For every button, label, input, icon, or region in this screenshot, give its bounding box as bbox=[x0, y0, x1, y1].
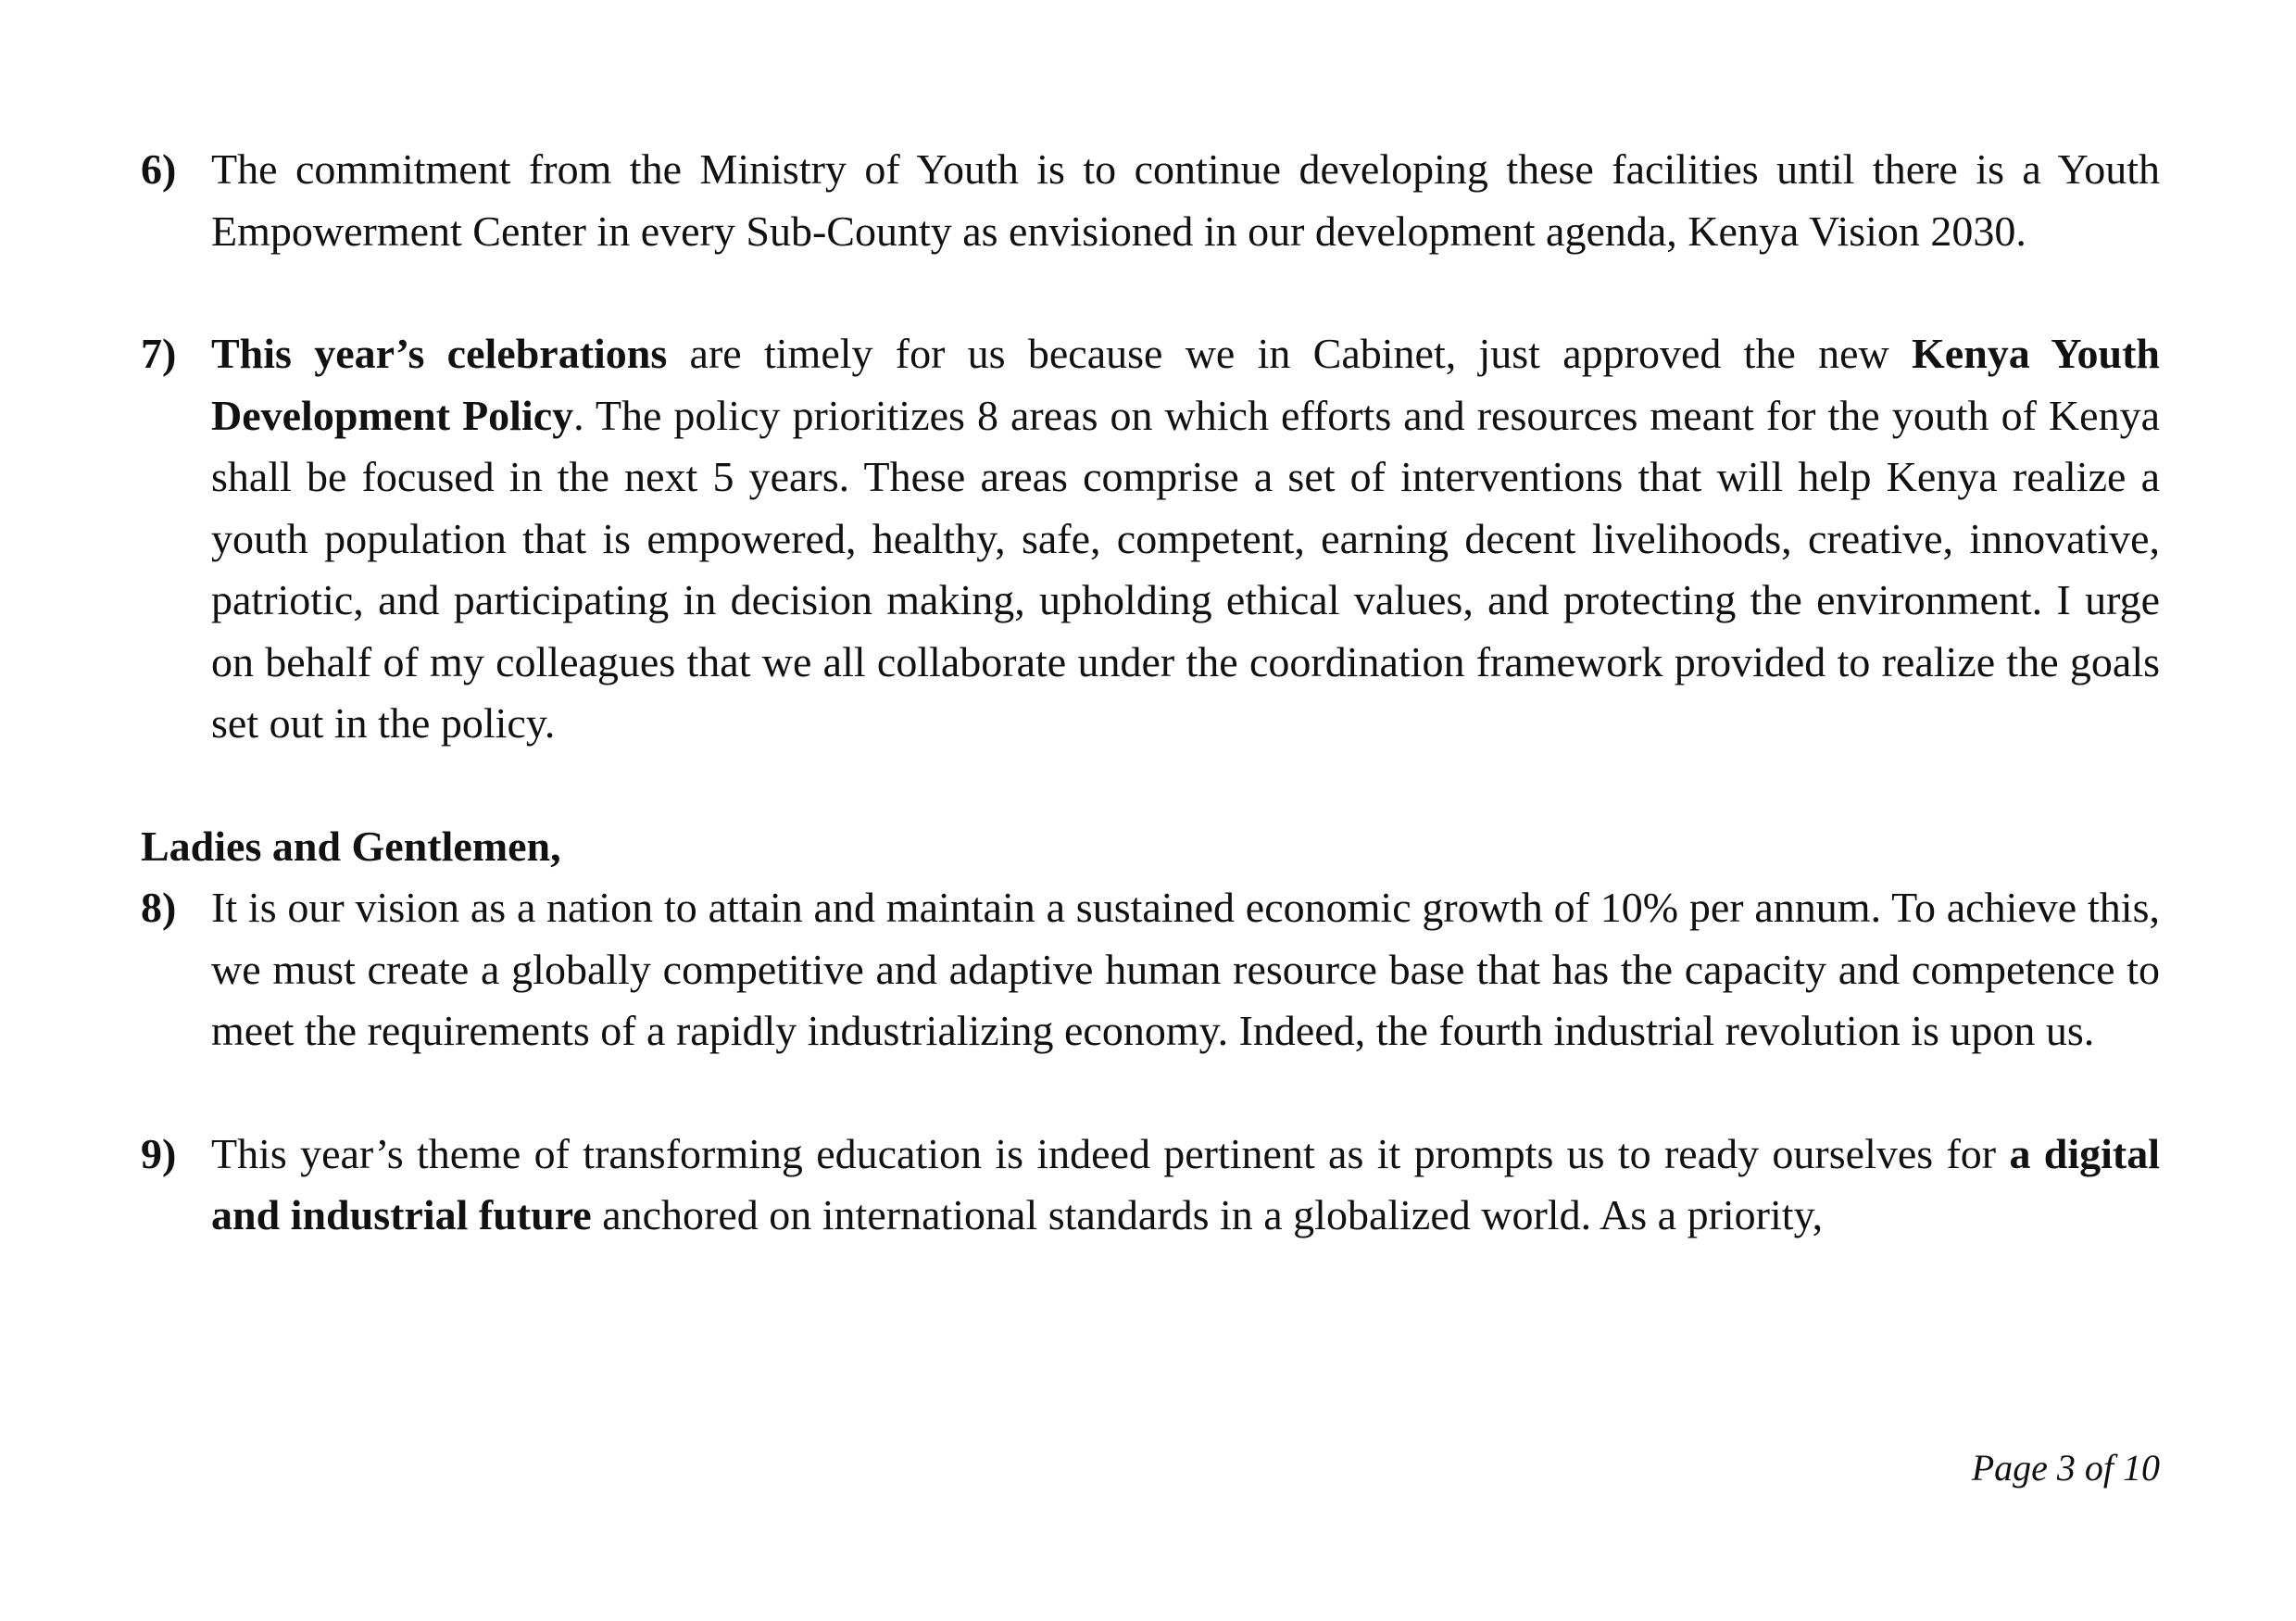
bold-text-segment: Kenya Youth Development Policy bbox=[211, 330, 2160, 439]
text-segment: The commitment from the Ministry of Youth is to continue developing these facilities until there is a Youth Empowerment Center in every Sub-County as envisioned in our development agenda, Kenya Vision 2030. bbox=[211, 145, 2160, 255]
paragraph-spacer bbox=[141, 1062, 2160, 1124]
paragraph-number: 7) bbox=[141, 330, 177, 377]
text-segment: are timely for us because we in Cabinet, just approved the new bbox=[667, 330, 1913, 377]
text-segment: anchored on international standards in a globalized world. As a priority, bbox=[591, 1191, 1824, 1238]
paragraph-text bbox=[211, 139, 2160, 262]
page-number: Page 3 of 10 bbox=[1971, 1447, 2160, 1489]
paragraph-number: 6) bbox=[141, 145, 177, 193]
document-body bbox=[141, 139, 2160, 1247]
section-heading: Ladies and Gentlemen, bbox=[141, 822, 561, 870]
bold-text-segment: a digital and industrial future bbox=[211, 1129, 2160, 1238]
text-segment: It is our vision as a nation to attain and maintain a sustained economic growth of 10% per annum. To achieve this, we must create a globally competitive and adaptive human resource base that has the capacity and competence to meet the requirements of a rapidly industrializing economy. Indeed, the fourth industrial revolution is upon us. bbox=[211, 884, 2160, 1054]
paragraph-9 bbox=[141, 1124, 2160, 1247]
paragraph-text bbox=[211, 877, 2160, 1062]
paragraph-text bbox=[211, 1124, 2160, 1247]
paragraph-6 bbox=[141, 139, 2160, 262]
paragraph-spacer bbox=[141, 262, 2160, 323]
paragraph-text bbox=[211, 323, 2160, 755]
paragraph-number: 9) bbox=[141, 1129, 177, 1177]
text-segment: . The policy prioritizes 8 areas on which efforts and resources meant for the youth of Kenya shall be focused in the next 5 years. These areas comprise a set of interventions that will help Kenya realize a youth population that is empowered, healthy, safe, competent, earning decent livelihoods, creative, innovative, patriotic, and participating in decision making, upholding ethical values, and protecting the environment. I urge on behalf of my colleagues that we all collaborate under the coordination framework provided to realize the goals set out in the policy. bbox=[211, 391, 2160, 747]
text-segment: This year’s theme of transforming education is indeed pertinent as it prompts us to ready ourselves for bbox=[211, 1129, 2010, 1177]
paragraph-spacer bbox=[141, 755, 2160, 816]
paragraph-8 bbox=[141, 877, 2160, 1062]
paragraph-7 bbox=[141, 323, 2160, 755]
paragraph-number: 8) bbox=[141, 884, 177, 931]
bold-text-segment: This year’s celebrations bbox=[211, 330, 668, 377]
